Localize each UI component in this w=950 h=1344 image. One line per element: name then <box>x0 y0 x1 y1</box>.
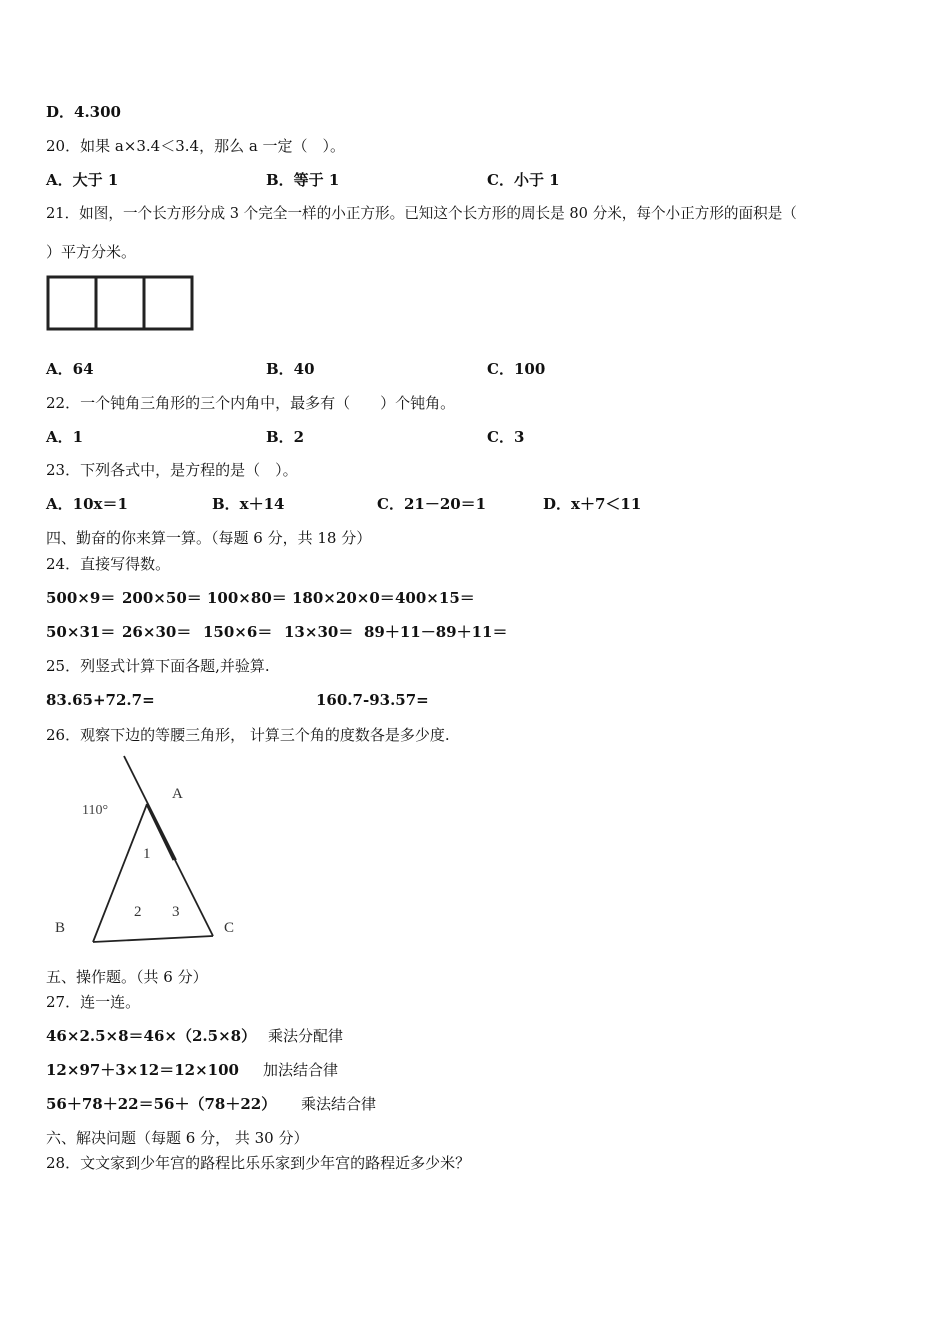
q25-question: 25．列竖式计算下面各题,并验算. <box>46 657 270 675</box>
angle-1-label: 1 <box>143 846 151 862</box>
q24-r1-item: 500×9＝ <box>46 589 116 607</box>
q21-question-line1: 21．如图，一个长方形分成 3 个完全一样的小正方形。已知这个长方形的周长是 80 分米，每个小正方形的面积是（ <box>46 205 797 222</box>
q22-option-c: C．3 <box>487 428 525 446</box>
q21-option-c: C．100 <box>487 360 546 378</box>
q24-r2-item: 89＋11－89＋11＝ <box>364 623 508 641</box>
q23-option-a: A．10x＝1 <box>46 495 128 513</box>
angle-2-label: 2 <box>134 904 142 920</box>
vertex-b-label: B <box>55 920 66 936</box>
q23-option-c: C．21－20＝1 <box>377 495 487 513</box>
q27-right-item: 乘法结合律 <box>301 1095 377 1113</box>
q23-question: 23．下列各式中，是方程的是（ ）。 <box>46 461 298 479</box>
q27-right-item: 乘法分配律 <box>268 1027 344 1045</box>
q24-r2-item: 26×30＝ <box>122 623 192 641</box>
section-6-heading: 六、解决问题（每题 6 分， 共 30 分） <box>46 1129 309 1147</box>
q27-left-item: 46×2.5×8＝46×（2.5×8） <box>46 1027 257 1045</box>
q24-r1-item: 400×15＝ <box>395 589 475 607</box>
q21-question-line2: ）平方分米。 <box>46 243 137 261</box>
q24-r1-item: 200×50＝ <box>122 589 202 607</box>
section-5-heading: 五、操作题。（共 6 分） <box>46 968 208 986</box>
q24-r1-item: 180×20×0＝ <box>292 589 395 607</box>
q19-option-d: D．4.300 <box>46 103 121 121</box>
q20-option-a: A．大于 1 <box>46 171 119 189</box>
q24-r2-item: 150×6＝ <box>203 623 273 641</box>
q24-r1-item: 100×80＝ <box>207 589 287 607</box>
q21-option-b: B．40 <box>266 360 315 378</box>
q20-question: 20．如果 a×3.4＜3.4，那么 a 一定（ ）。 <box>46 137 346 155</box>
vertex-c-label: C <box>224 920 235 936</box>
q23-option-d: D．x＋7＜11 <box>543 495 642 513</box>
three-squares-figure <box>46 275 194 331</box>
q24-r2-item: 50×31＝ <box>46 623 116 641</box>
q22-question: 22．一个钝角三角形的三个内角中，最多有（ ）个钝角。 <box>46 394 456 412</box>
q27-right-item: 加法结合律 <box>263 1061 339 1079</box>
q27-question: 27．连一连。 <box>46 993 141 1011</box>
q24-question: 24．直接写得数。 <box>46 555 171 573</box>
q27-left-item: 12×97＋3×12＝12×100 <box>46 1061 239 1079</box>
q26-question: 26．观察下边的等腰三角形， 计算三个角的度数各是多少度. <box>46 726 450 744</box>
q28-question: 28．文文家到少年宫的路程比乐乐家到少年宫的路程近多少米？ <box>46 1154 471 1172</box>
q21-option-a: A．64 <box>46 360 94 378</box>
section-4-heading: 四、勤奋的你来算一算。（每题 6 分，共 18 分） <box>46 529 372 547</box>
q25-item-1: 83.65+72.7= <box>46 691 155 709</box>
q23-option-b: B．x＋14 <box>212 495 285 513</box>
q22-option-b: B．2 <box>266 428 305 446</box>
q22-option-a: A．1 <box>46 428 84 446</box>
q20-option-c: C．小于 1 <box>487 171 560 189</box>
q25-item-2: 160.7-93.57= <box>316 691 429 709</box>
q20-option-b: B．等于 1 <box>266 171 340 189</box>
q24-r2-item: 13×30＝ <box>284 623 354 641</box>
angle-110-label: 110° <box>82 803 109 818</box>
q27-left-item: 56＋78＋22＝56＋（78＋22） <box>46 1095 277 1113</box>
vertex-a-label: A <box>172 786 183 802</box>
isosceles-triangle-figure <box>46 752 246 952</box>
angle-3-label: 3 <box>172 904 180 920</box>
